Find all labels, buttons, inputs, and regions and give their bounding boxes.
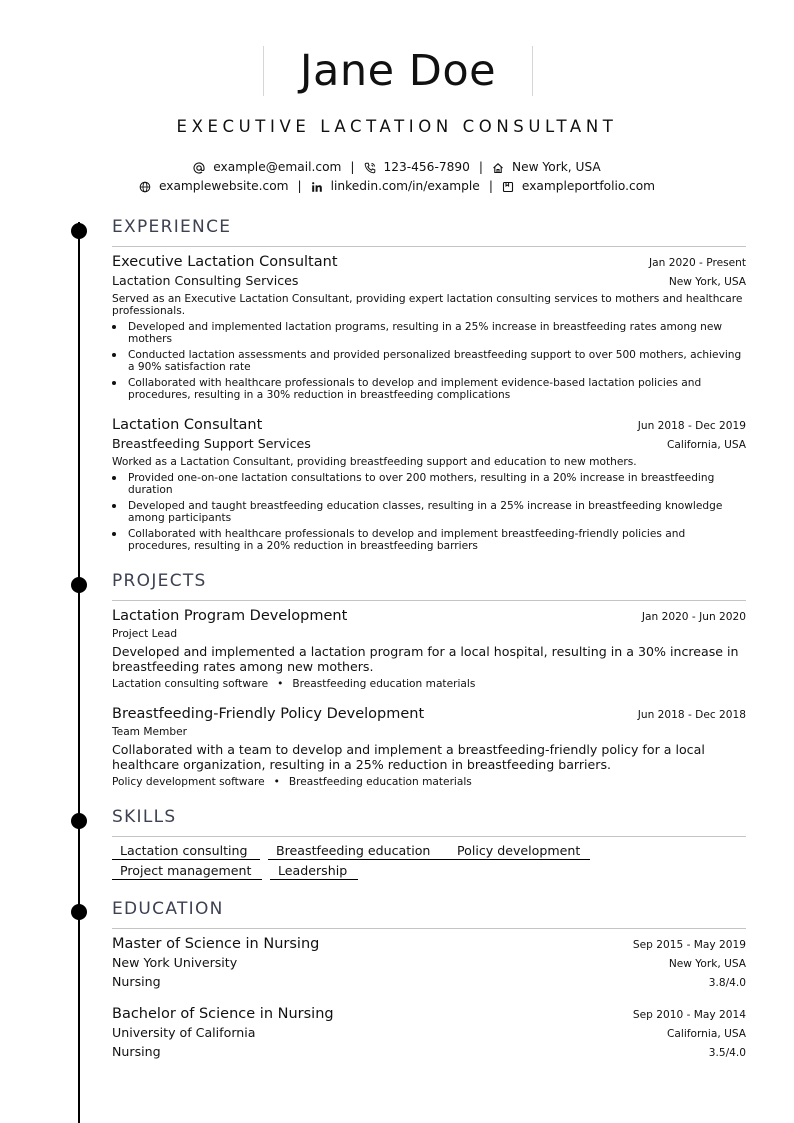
phone-text: 123-456-7890 xyxy=(383,160,470,174)
linkedin-text: linkedin.com/in/example xyxy=(330,179,480,193)
experience-item-2-sub xyxy=(112,436,746,453)
bullet xyxy=(112,381,116,385)
phone-icon xyxy=(364,162,376,174)
at-icon xyxy=(193,162,205,174)
section-divider xyxy=(112,600,746,601)
contact-website[interactable] xyxy=(139,179,289,194)
timeline-dot xyxy=(71,904,87,920)
contact-line-1 xyxy=(0,160,794,175)
job-summary: Worked as a Lactation Consultant, providing breastfeeding support and education to new mothers. xyxy=(112,456,637,468)
bullet xyxy=(112,504,116,508)
portfolio-icon xyxy=(502,181,514,193)
education-dates: Sep 2010 - May 2014 xyxy=(632,1009,746,1021)
job-dates: Jan 2020 - Present xyxy=(649,257,746,269)
project-item-1-header xyxy=(112,607,746,625)
tech-separator: • xyxy=(277,678,284,690)
contact-email[interactable] xyxy=(193,160,341,175)
education-item-2-school xyxy=(112,1025,746,1042)
skill-chip: Lactation consulting xyxy=(112,843,260,860)
company-name: Lactation Consulting Services xyxy=(112,273,299,288)
project-description: Developed and implemented a lactation program for a local hospital, resulting in a 30% increase in breastfeeding rates among new mothers. xyxy=(112,644,739,674)
candidate-name: Jane Doe xyxy=(299,45,497,96)
experience-item-2-header xyxy=(112,416,746,434)
job-summary: Served as an Executive Lactation Consultant, providing expert lactation consulting services to mothers and healthcare professionals. xyxy=(112,293,743,317)
tech-item: Breastfeeding education materials xyxy=(292,678,476,690)
contact-location xyxy=(492,160,601,175)
job-location: California, USA xyxy=(667,439,746,451)
project-title: Breastfeeding-Friendly Policy Development xyxy=(112,706,425,722)
website-text: examplewebsite.com xyxy=(158,179,289,193)
email-text: example@email.com xyxy=(213,160,342,174)
section-divider xyxy=(112,928,746,929)
degree: Master of Science in Nursing xyxy=(112,936,320,952)
experience-item-1-sub xyxy=(112,273,746,290)
skill-chip: Leadership xyxy=(270,863,358,880)
bullet xyxy=(112,325,116,329)
tech-item: Breastfeeding education materials xyxy=(288,776,472,788)
tech-separator: • xyxy=(273,776,280,788)
contact-linkedin[interactable] xyxy=(311,179,480,194)
job-title: Executive Lactation Consultant xyxy=(112,254,338,270)
section-title-education: EDUCATION xyxy=(112,899,224,919)
project-dates: Jan 2020 - Jun 2020 xyxy=(641,611,746,623)
timeline-dot xyxy=(71,223,87,239)
project-title: Lactation Program Development xyxy=(112,608,348,624)
job-title: Lactation Consultant xyxy=(112,417,263,433)
timeline-line xyxy=(78,222,80,1123)
school-name: New York University xyxy=(112,955,238,970)
education-item-1-header xyxy=(112,935,746,953)
home-icon xyxy=(492,162,504,174)
skill-chip: Policy development xyxy=(449,843,590,860)
project-role: Project Lead xyxy=(112,628,178,640)
timeline-dot xyxy=(71,577,87,593)
separator: | xyxy=(350,160,355,174)
contact-line-2 xyxy=(0,179,794,194)
section-title-experience: EXPERIENCE xyxy=(112,217,232,237)
job-title: EXECUTIVE LACTATION CONSULTANT xyxy=(176,117,618,136)
education-item-1-school xyxy=(112,955,746,972)
project-item-2-header xyxy=(112,705,746,723)
skill-chip: Breastfeeding education xyxy=(268,843,449,860)
project-dates: Jun 2018 - Dec 2018 xyxy=(637,709,746,721)
separator: | xyxy=(488,179,493,193)
bullet xyxy=(112,353,116,357)
tech-item: Policy development software xyxy=(112,776,265,788)
education-item-2-field xyxy=(112,1044,746,1061)
name-block xyxy=(263,46,533,96)
field-of-study: Nursing xyxy=(112,1044,161,1059)
section-divider xyxy=(112,246,746,247)
bullet xyxy=(112,532,116,536)
job-dates: Jun 2018 - Dec 2019 xyxy=(637,420,746,432)
school-location: New York, USA xyxy=(668,958,746,970)
separator: | xyxy=(297,179,302,193)
separator: | xyxy=(478,160,483,174)
company-name: Breastfeeding Support Services xyxy=(112,436,311,451)
section-title-projects: PROJECTS xyxy=(112,571,207,591)
job-location: New York, USA xyxy=(668,276,746,288)
education-item-2-header xyxy=(112,1005,746,1023)
section-divider xyxy=(112,836,746,837)
skill-chip: Project management xyxy=(112,863,262,880)
field-of-study: Nursing xyxy=(112,974,161,989)
tech-item: Lactation consulting software xyxy=(112,678,269,690)
portfolio-text: exampleportfolio.com xyxy=(521,179,656,193)
contact-phone[interactable] xyxy=(364,160,470,175)
experience-item-1-header xyxy=(112,253,746,271)
gpa: 3.5/4.0 xyxy=(708,1047,746,1059)
education-item-1-field xyxy=(112,974,746,991)
education-dates: Sep 2015 - May 2019 xyxy=(632,939,746,951)
bullet xyxy=(112,476,116,480)
school-name: University of California xyxy=(112,1025,256,1040)
contact-portfolio[interactable] xyxy=(502,179,655,194)
degree: Bachelor of Science in Nursing xyxy=(112,1006,334,1022)
location-text: New York, USA xyxy=(511,160,601,174)
globe-icon xyxy=(139,181,151,193)
project-tech-list xyxy=(112,678,746,691)
timeline-dot xyxy=(71,813,87,829)
section-title-skills: SKILLS xyxy=(112,807,177,827)
project-tech-list xyxy=(112,776,746,789)
project-description: Collaborated with a team to develop and implement a breastfeeding-friendly policy for a local healthcare organization, resulting in a 25% reduction in breastfeeding barriers. xyxy=(112,742,705,772)
project-role: Team Member xyxy=(112,726,187,738)
linkedin-icon xyxy=(311,181,323,193)
gpa: 3.8/4.0 xyxy=(708,977,746,989)
school-location: California, USA xyxy=(667,1028,746,1040)
